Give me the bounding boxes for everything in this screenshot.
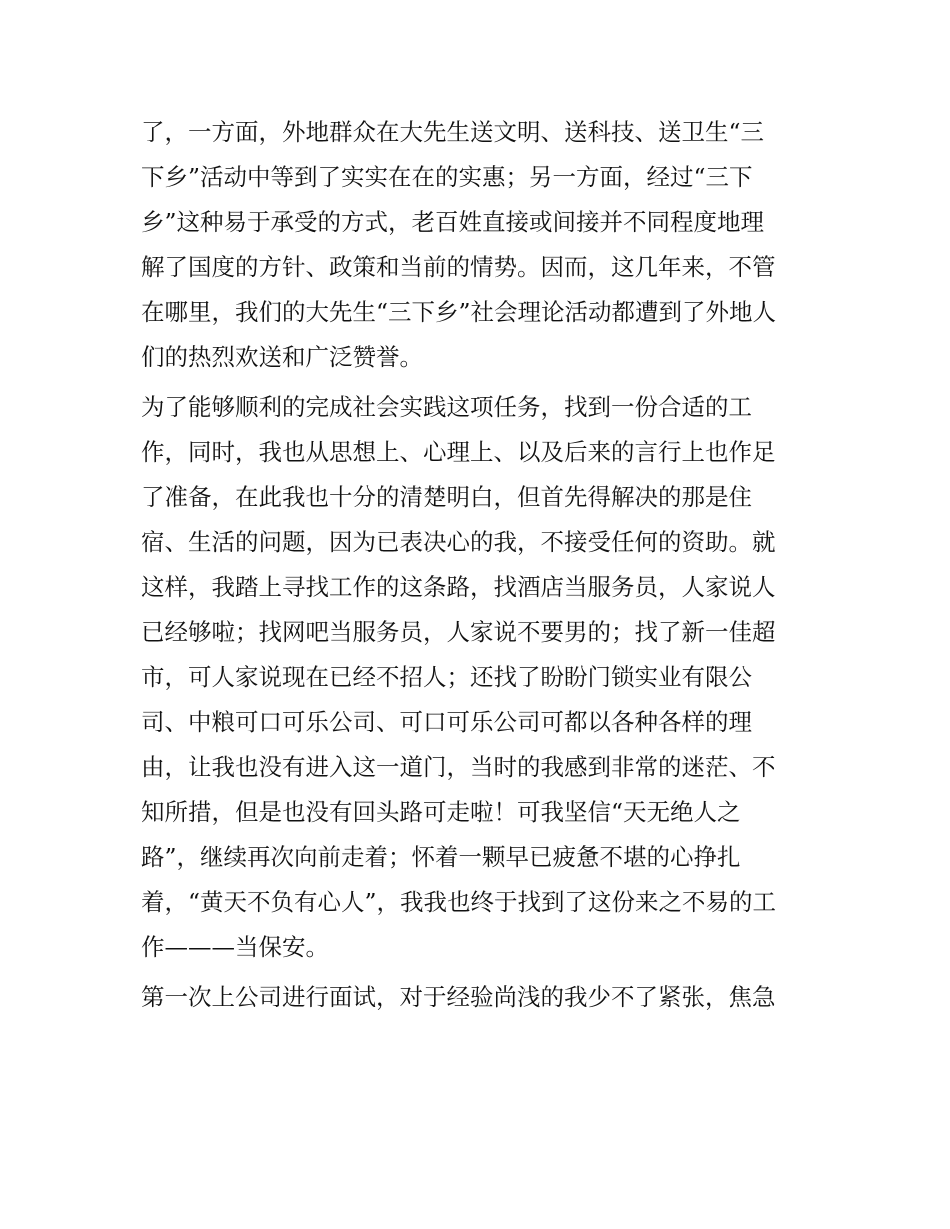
text-line: 这样，我踏上寻找工作的这条路，找酒店当服务员，人家说人 — [141, 573, 776, 601]
document-body — [141, 110, 813, 1020]
text-line: 为了能够顺利的完成社会实践这项任务，找到一份合适的工 — [141, 393, 752, 421]
text-line: 在哪里，我们的大先生“三下乡”社会理论活动都遭到了外地人 — [141, 298, 777, 326]
paragraph — [141, 110, 813, 380]
text-line: 作，同时，我也从思想上、心理上、以及后来的言行上也作足 — [141, 438, 776, 466]
text-line: 作———当保安。 — [141, 933, 329, 961]
text-line: 市，可人家说现在已经不招人；还找了盼盼门锁实业有限公 — [141, 663, 752, 691]
text-line: 们的热烈欢送和广泛赞誉。 — [141, 343, 423, 371]
text-line: 了准备，在此我也十分的清楚明白，但首先得解决的那是住 — [141, 483, 752, 511]
text-line: 了，一方面，外地群众在大先生送文明、送科技、送卫生“三 — [141, 118, 765, 146]
text-line: 第一次上公司进行面试，对于经验尚浅的我少不了紧张，焦急 — [141, 983, 776, 1011]
text-line: 司、中粮可口可乐公司、可口可乐公司可都以各种各样的理 — [141, 708, 752, 736]
text-line: 下乡”活动中等到了实实在在的实惠；另一方面，经过“三下 — [141, 163, 753, 191]
text-line: 着，“黄天不负有心人”，我我也终于找到了这份来之不易的工 — [141, 888, 777, 916]
text-line: 路”，继续再次向前走着；怀着一颗早已疲惫不堪的心挣扎 — [141, 843, 741, 871]
paragraph — [141, 385, 813, 970]
paragraph — [141, 975, 813, 1020]
text-line: 由，让我也没有进入这一道门，当时的我感到非常的迷茫、不 — [141, 753, 776, 781]
text-line: 宿、生活的问题，因为已表决心的我，不接受任何的资助。就 — [141, 528, 776, 556]
text-line: 乡”这种易于承受的方式，老百姓直接或间接并不同程度地理 — [141, 208, 765, 236]
text-line: 已经够啦；找网吧当服务员，人家说不要男的；找了新一佳超 — [141, 618, 776, 646]
text-line: 知所措，但是也没有回头路可走啦！可我坚信“天无绝人之 — [141, 798, 741, 826]
text-line: 解了国度的方针、政策和当前的情势。因而，这几年来，不管 — [141, 253, 776, 281]
